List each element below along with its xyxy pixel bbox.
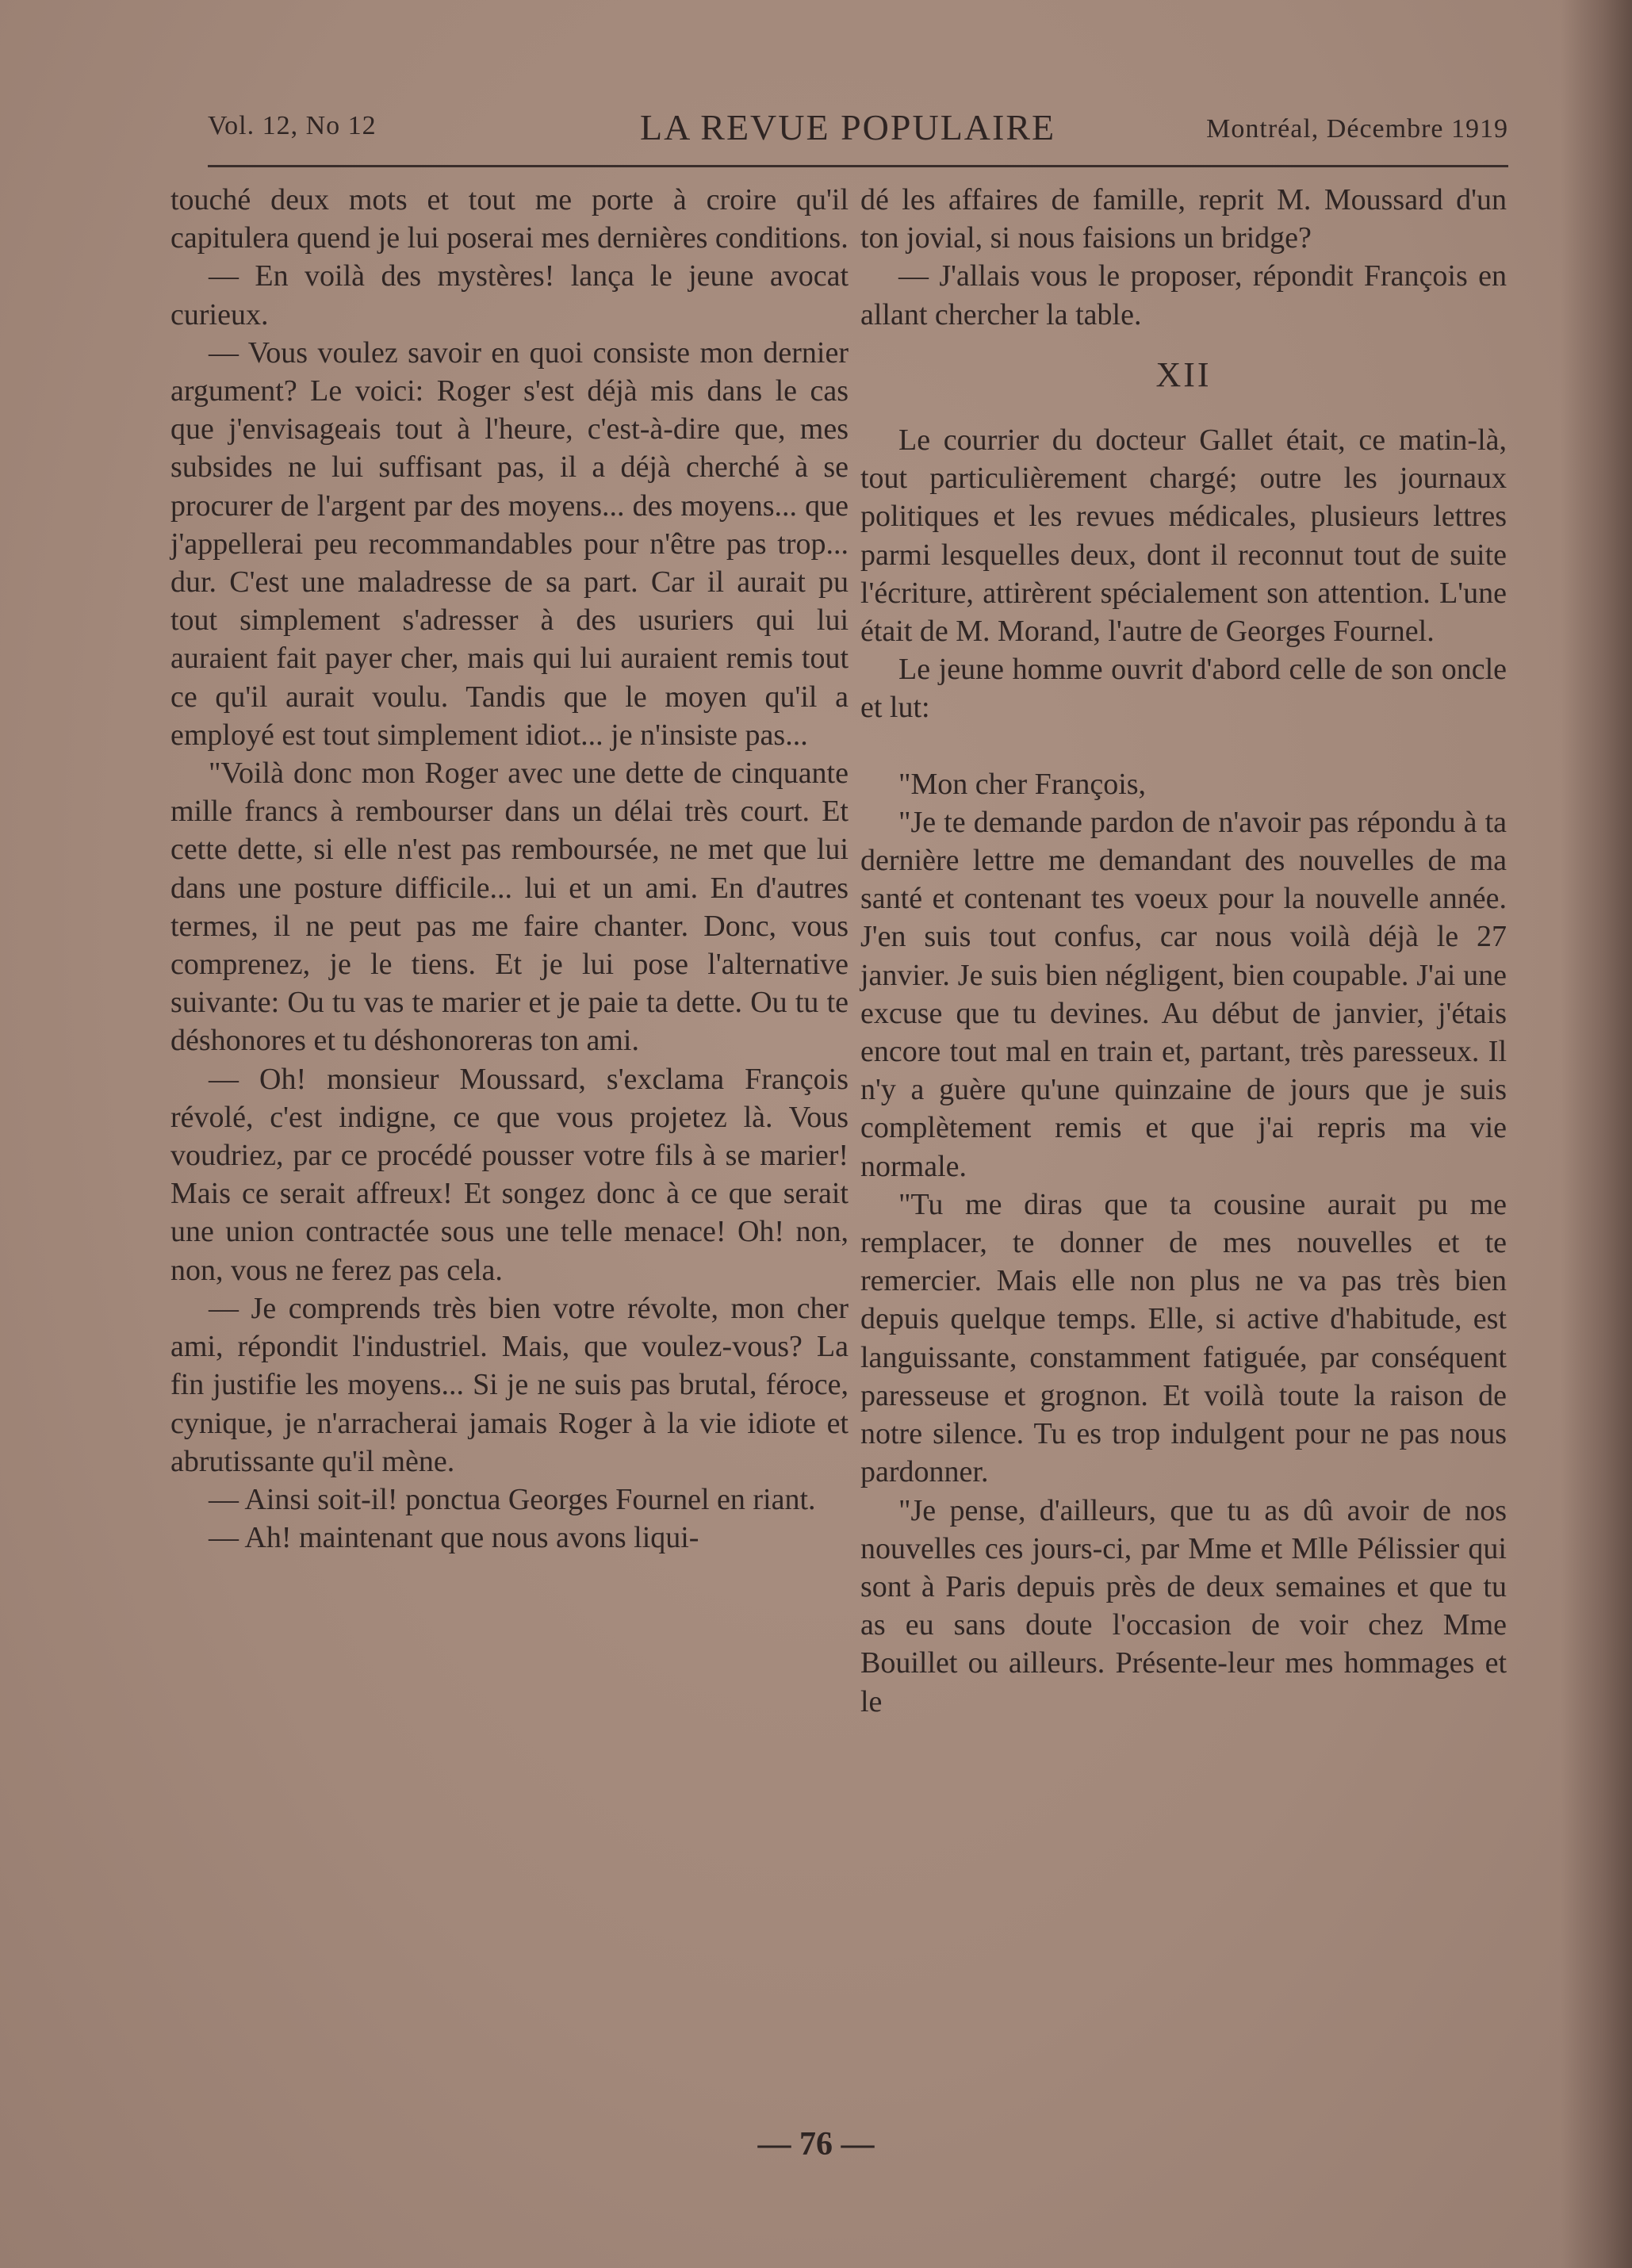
running-header xyxy=(208,103,1508,167)
letter-paragraph: "Je pense, d'ailleurs, que tu as dû avoir de nos nouvelles ces jours-ci, par Mme et Mlle Pélissier qui sont à Paris depuis près de deux semaines et que tu as eu sans doute l'occasion de voir chez Mme Bouillet ou ailleurs. Présente-leur mes hommages et le xyxy=(860,1493,1507,1718)
place-date: Montréal, Décembre 1919 xyxy=(1206,114,1508,144)
spacer xyxy=(860,727,1507,765)
left-column xyxy=(170,181,849,1557)
paragraph: — J'allais vous le proposer, répondit François en allant chercher la table. xyxy=(860,259,1507,331)
paragraph: — Vous voulez savoir en quoi consiste mon dernier argument? Le voici: Roger s'est déjà mis dans le cas que j'envisageais tout à l'heure, c'est-à-dire que, mes subsides ne lui suffisant pas, il a déjà cherché à se procurer de l'argent par des moyens... des moyens... que j'appellerai peu recommandables pour n'être pas trop... dur. C'est une maladresse de sa part. Car il aurait pu tout simplement s'adresser à des usuriers qui lui auraient fait payer cher, mais qui lui auraient remis tout ce qu'il aurait voulu. Tandis que le moyen qu'il a employé est tout simplement idiot... je n'insiste pas... xyxy=(170,335,849,752)
paragraph: — Oh! monsieur Moussard, s'exclama François révolé, c'est indigne, ce que vous projetez là. Vous voudriez, par ce procédé pousser votre fils à se marier! Mais ce serait affreux! Et songez donc à ce que serait une union contractée sous une telle menace! Oh! non, non, vous ne ferez pas cela. xyxy=(170,1062,849,1287)
paragraph: Le courrier du docteur Gallet était, ce matin-là, tout particulièrement chargé; outre les journaux politiques et les revues médicales, plusieurs lettres parmi lesquelles deux, dont il reconnut tout de suite l'écriture, attirèrent spécialement son attention. L'une était de M. Morand, l'autre de Georges Fournel. xyxy=(860,423,1507,649)
paragraph: — En voilà des mystères! lança le jeune avocat curieux. xyxy=(170,259,849,331)
paragraph: dé les affaires de famille, reprit M. Moussard d'un ton jovial, si nous faisions un bridge? xyxy=(860,183,1507,255)
chapter-number: XII xyxy=(1155,354,1212,394)
page-edge-shadow xyxy=(1561,0,1632,2268)
right-column xyxy=(860,181,1507,1721)
volume-number: Vol. 12, No 12 xyxy=(208,111,377,140)
page-number: — 76 — xyxy=(757,2126,875,2163)
publication-title: LA REVUE POPULAIRE xyxy=(640,107,1056,147)
letter-paragraph: "Je te demande pardon de n'avoir pas répondu à ta dernière lettre me demandant des nouvelles de ma santé et contenant tes voeux pour la nouvelle année. J'en suis tout confus, car nous voilà déjà le 27 janvier. Je suis bien négligent, bien coupable. J'ai une excuse que tu devines. Au début de janvier, j'étais encore tout mal en train et, partant, très paresseux. Il n'y a guère qu'une quinzaine de jours que je suis complètement remis et que j'ai repris ma vie normale. xyxy=(860,805,1507,1183)
paragraph: touché deux mots et tout me porte à croire qu'il capitulera quend je lui poserai mes dernières conditions. xyxy=(170,183,849,255)
paragraph: — Je comprends très bien votre révolte, mon cher ami, répondit l'industriel. Mais, que voulez-vous? La fin justifie les moyens... Si je ne suis pas brutal, féroce, cynique, je n'arracherai jamais Roger à la vie idiote et abrutissante qu'il mène. xyxy=(170,1291,849,1478)
paragraph: "Voilà donc mon Roger avec une dette de cinquante mille francs à rembourser dans un délai très court. Et cette dette, si elle n'est pas remboursée, ne met que lui dans une posture difficile... lui et un ami. En d'autres termes, il ne peut pas me faire chanter. Donc, vous comprenez, je le tiens. Et je lui pose l'alternative suivante: Ou tu vas te marier et je paie ta dette. Ou tu te déshonores et tu déshonoreras ton ami. xyxy=(170,757,849,1058)
letter-salutation: "Mon cher François, xyxy=(898,767,1147,801)
letter-paragraph: "Tu me diras que ta cousine aurait pu me remplacer, te donner de mes nouvelles et te remercier. Mais elle non plus ne va pas très bien depuis quelque temps. Elle, si active d'habitude, est languissante, constamment fatiguée, par conséquent paresseuse et grognon. Et voilà toute la raison de notre silence. Tu es trop indulgent pour ne pas nous pardonner. xyxy=(860,1187,1507,1489)
paragraph: — Ah! maintenant que nous avons liqui- xyxy=(209,1521,699,1555)
paragraph: — Ainsi soit-il! ponctua Georges Fournel en riant. xyxy=(209,1482,816,1516)
paragraph: Le jeune homme ouvrit d'abord celle de son oncle et lut: xyxy=(860,653,1507,725)
header-rule xyxy=(208,165,1508,167)
